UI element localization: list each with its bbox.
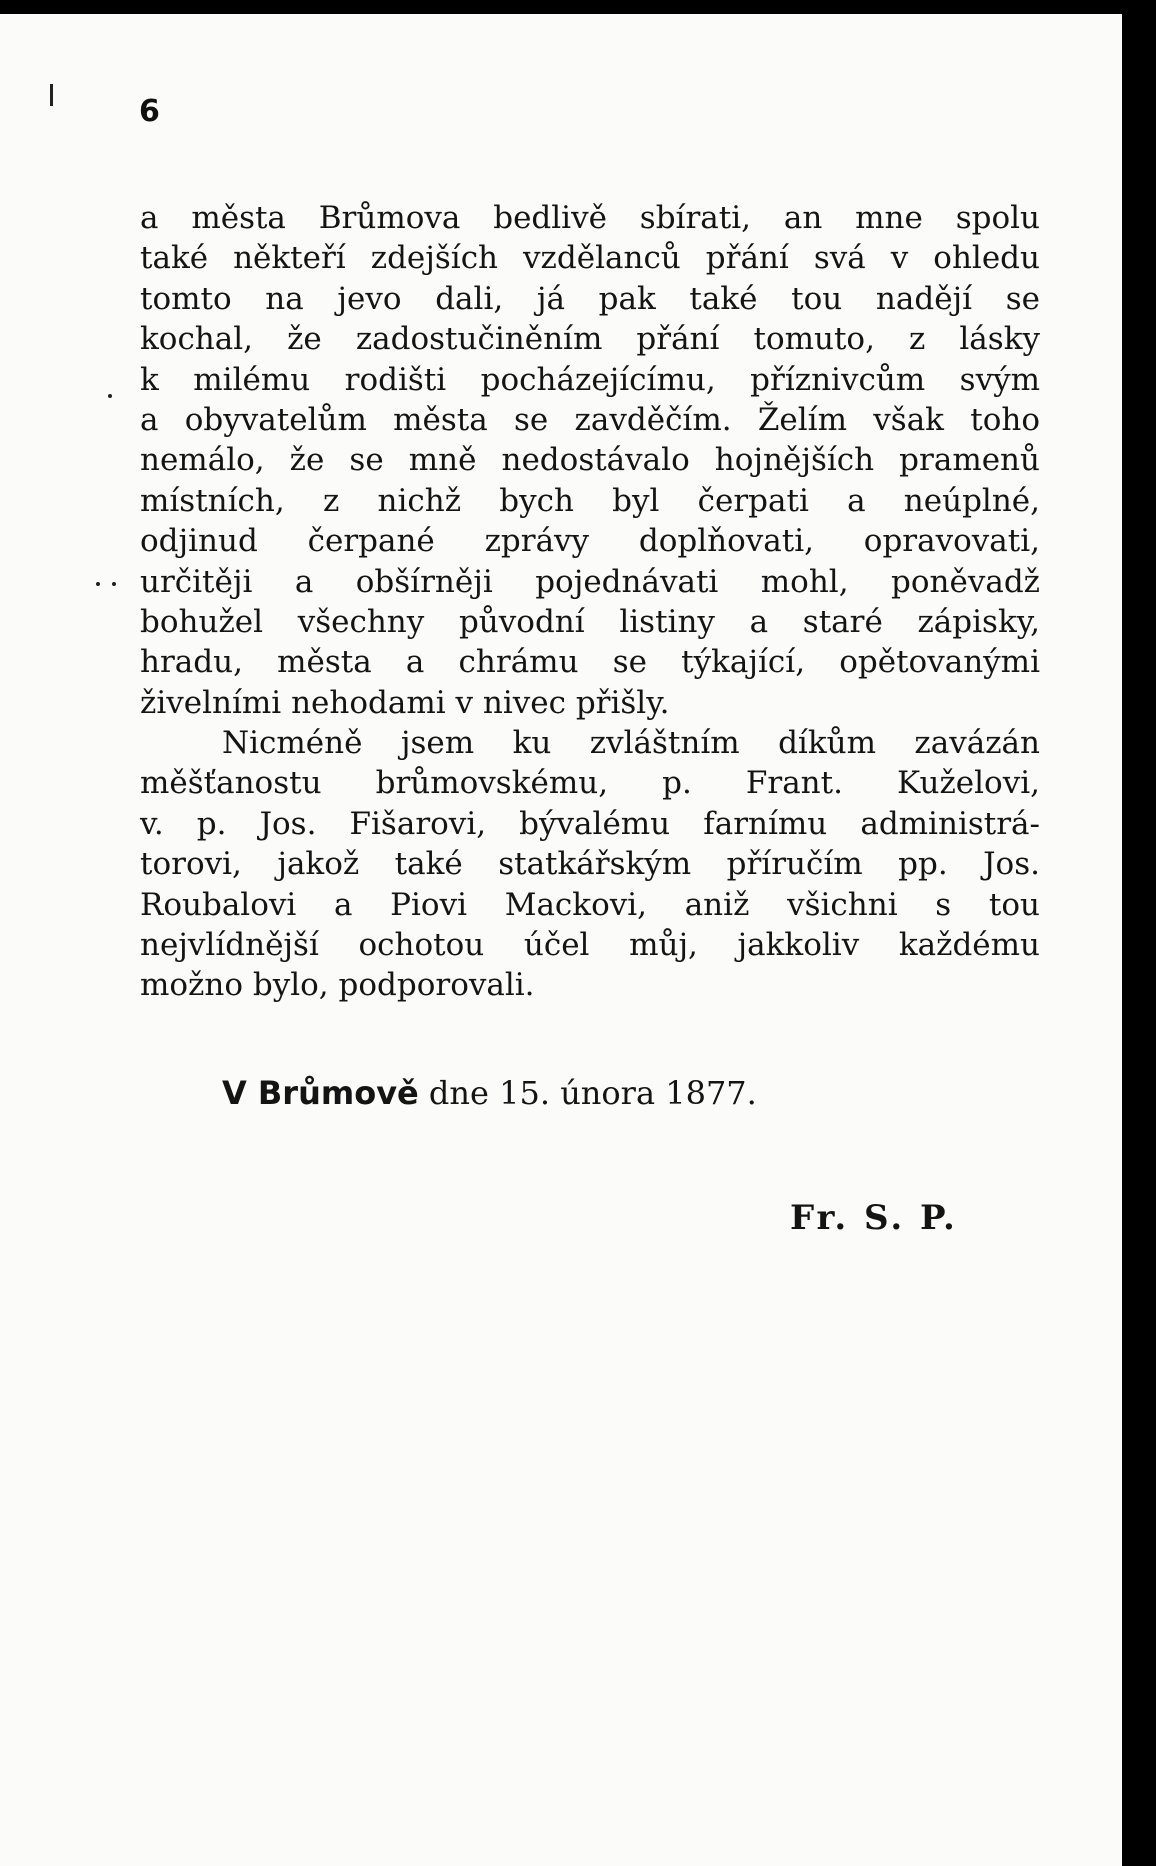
signature-initials: Fr. S. P. — [790, 1198, 958, 1238]
text-line: kochal, že zadostučiněním přání tomuto, z lásky — [140, 321, 1040, 358]
scan-speck — [96, 582, 100, 586]
text-line: měšťanostu brůmovskému, p. Frant. Kuželovi, — [140, 765, 1040, 802]
text-line: a obyvatelům města se zavděčím. Želím však toho — [140, 401, 1040, 438]
scan-speck — [108, 394, 112, 398]
text-line: v. p. Jos. Fišarovi, bývalému farnímu administrá- — [140, 805, 1040, 842]
text-line: bohužel všechny původní listiny a staré zápisky, — [140, 603, 1040, 640]
page-number: 6 — [139, 94, 160, 129]
scan-speck — [50, 84, 53, 106]
scan-speck — [112, 582, 116, 586]
text-line: k milému rodišti pocházejícímu, příznivcům svým — [140, 361, 1040, 398]
dateline — [222, 1074, 757, 1112]
text-line: možno bylo, podporovali. — [140, 967, 535, 1004]
dateline-date: dne 15. února 1877. — [418, 1074, 757, 1112]
paragraph-first-line: Nicméně jsem ku zvláštním díkům zavázán — [222, 725, 1040, 762]
text-line: odjinud čerpané zprávy doplňovati, opravovati, — [140, 523, 1040, 560]
text-line: také někteří zdejších vzdělanců přání svá v ohledu — [140, 240, 1040, 277]
text-line: nejvlídnější ochotou účel můj, jakkoliv každému — [140, 927, 1040, 964]
text-line: místních, z nichž bych byl čerpati a neúplné, — [140, 482, 1040, 519]
dateline-place: V Brůmově — [222, 1074, 419, 1112]
text-line: a města Brůmova bedlivě sbírati, an mne spolu — [140, 200, 1040, 236]
text-line: určitěji a obšírněji pojednávati mohl, poněvadž — [140, 563, 1040, 600]
text-line: nemálo, že se mně nedostávalo hojnějších pramenů — [140, 442, 1040, 479]
scan-border — [1122, 0, 1156, 1866]
text-line: torovi, jakož také statkářským příručím pp. Jos. — [140, 846, 1040, 883]
text-line: Roubalovi a Piovi Mackovi, aniž všichni s tou — [140, 886, 1040, 923]
body-text — [140, 198, 1040, 1006]
document-page — [0, 14, 1122, 1866]
text-line: tomto na jevo dali, já pak také tou nadějí se — [140, 280, 1040, 317]
text-line: hradu, města a chrámu se týkající, opětovanými — [140, 644, 1040, 681]
text-line: živelními nehodami v nivec přišly. — [140, 684, 670, 721]
